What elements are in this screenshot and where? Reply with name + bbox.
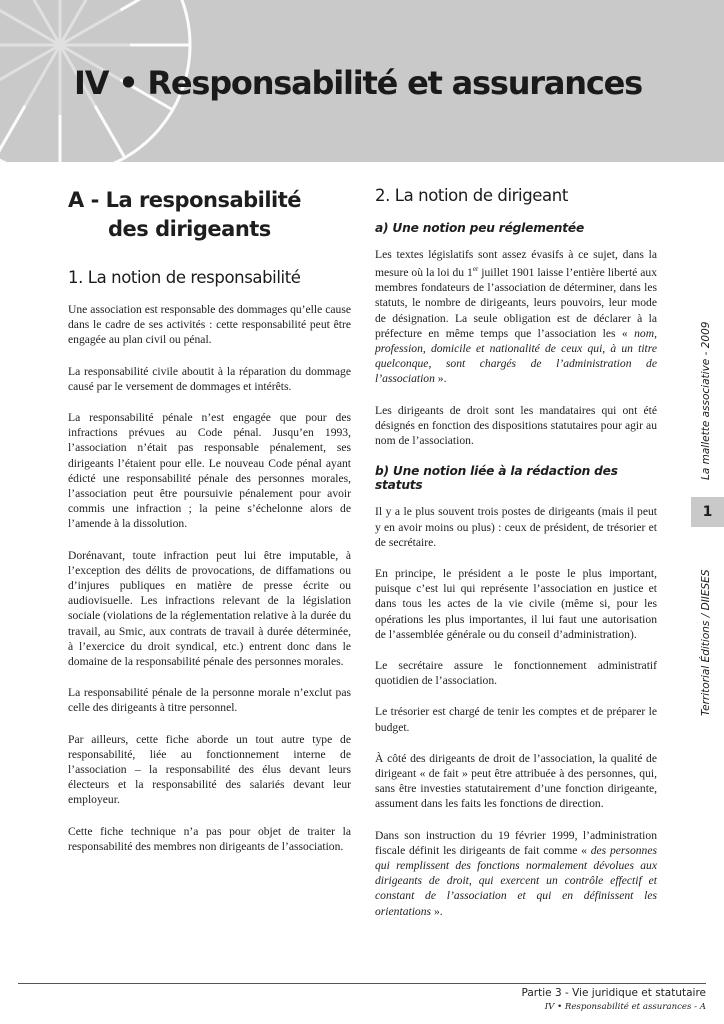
text-run: juillet 1901 laisse l’entière liberté aux membres fondateurs de l’association de déterminer, dans les statuts, le nombre de dirigeants, leurs pouvoirs, leur mode de désignation. La seule obligation est de déclarer à la préfecture en même temps que l’association les « [375,266,658,340]
paragraph [375,828,657,919]
paragraph: Le trésorier est chargé de tenir les comptes et de préparer le budget. [375,705,657,734]
paragraph: Dorénavant, toute infraction peut lui être imputable, à l’exception des délits de provocations, de diffamations ou d’injures publiques en matière de presse écrite ou audiovisuelle. Les infractions relevant de la législation sociale (violations de la réglementation relative à la durée du travail, au Smic, aux contrats de travail à durée déterminée, à l’exercice du droit syndical, etc.) entrent donc dans le domaine de la responsabilité pénale des personnes morales. [68,548,351,669]
subsection-title-responsabilite: 1. La notion de responsabilité [68,268,301,287]
footer-section-title: IV • Responsabilité et assurances - A [544,1002,706,1012]
text-run: Les textes législatifs sont assez évasifs à ce sujet, dans la mesure où la loi du 1 [375,248,657,280]
paragraph: La responsabilité civile aboutit à la réparation du dommage causé par le versement de dommages et intérêts. [68,364,351,393]
paragraph: À côté des dirigeants de droit de l’association, la qualité de dirigeant « de fait » peut être attribuée à des personnes, qui, sans être investies statutairement d’une fonction dirigeante, assument dans les faits les fonctions de direction. [375,751,657,811]
paragraph: Par ailleurs, cette fiche aborde un tout autre type de responsabilité, liée au fonctionnement interne de l’association – la responsabilité des élus devant leurs électeurs et la responsabilité des salariés devant leur employeur. [68,732,351,807]
paragraph: Il y a le plus souvent trois postes de dirigeants (mais il peut y en avoir moins ou plus) : ceux de président, de trésorier et de secrétaire. [375,505,657,549]
section-title-line2: des dirigeants [108,217,271,241]
left-column [68,186,351,870]
section-title [68,186,351,244]
sub-a-title: a) Une notion peu réglementée [375,221,585,235]
chapter-title: IV • Responsabilité et assurances [74,64,642,102]
section-title-line1: A - La responsabilité [68,188,302,212]
footer-part-title: Partie 3 - Vie juridique et statutaire [521,987,706,999]
paragraph: Cette fiche technique n’a pas pour objet de traiter la responsabilité des membres non dirigeants de l’association. [68,824,351,853]
paragraph: Une association est responsable des dommages qu’elle cause dans le cadre de ses activités : cette responsabilité peut être engagée au plan civil ou pénal. [68,303,351,347]
text-run: ». [431,904,443,918]
quote: des personnes qui remplissent des fonctions normalement dévolues aux dirigeants de droit, qui exercent un contrôle effectif et constant de l’association et qui en définissent les orientations [375,843,657,918]
chapter-header [0,0,724,162]
footer-divider [18,983,706,984]
chapter-tab: 1 [691,497,724,527]
paragraph: Le secrétaire assure le fonctionnement administratif quotidien de l’association. [375,658,657,688]
paragraph: En principe, le président a le poste le plus important, puisque c’est lui qui représente l’association en justice et dans tous les actes de la vie civile (même si, pour les opérations les plus importantes, il lui faut une autorisation de l’assemblée générale ou du conseil d’administration). [375,566,657,641]
paragraph: La responsabilité pénale n’est engagée que pour des infractions prévues au Code pénal. Jusqu’en 1993, l’association n’était pas responsable pénalement, ses dirigeants l’étaient pour elle. Le nouveau Code pénal ayant édicté une responsabilité pénale des personnes morales, l’association peut être poursuivie pénalement pour avoir commis une infraction ; la peine s’échelonne alors de l’amende à la dissolution. [68,411,351,531]
side-label-publisher: Territorial Éditions / DIIESES [700,569,712,716]
paragraph: Les dirigeants de droit sont les mandataires qui ont été désignés en fonction des dispositions statutaires pour agir au nom de l’association. [375,403,657,448]
sub-b-title: b) Une notion liée à la rédaction des statuts [375,464,618,493]
right-column [375,186,657,935]
paragraph [375,247,657,387]
quote: nom, profession, domicile et nationalité de ceux qui, à un titre quelconque, sont chargés de l’administration de l’association [375,326,657,386]
text-run: ». [434,372,447,386]
paragraph: La responsabilité pénale de la personne morale n’exclut pas celle des dirigeants à titre personnel. [68,686,351,715]
text-run: Dans son instruction du 19 février 1999, l’administration fiscale définit les dirigeants de fait comme « [375,828,657,857]
superscript: er [472,265,479,274]
side-label-mallette: La mallette associative - 2009 [700,321,712,480]
subsection-title-dirigeant: 2. La notion de dirigeant [375,186,568,205]
